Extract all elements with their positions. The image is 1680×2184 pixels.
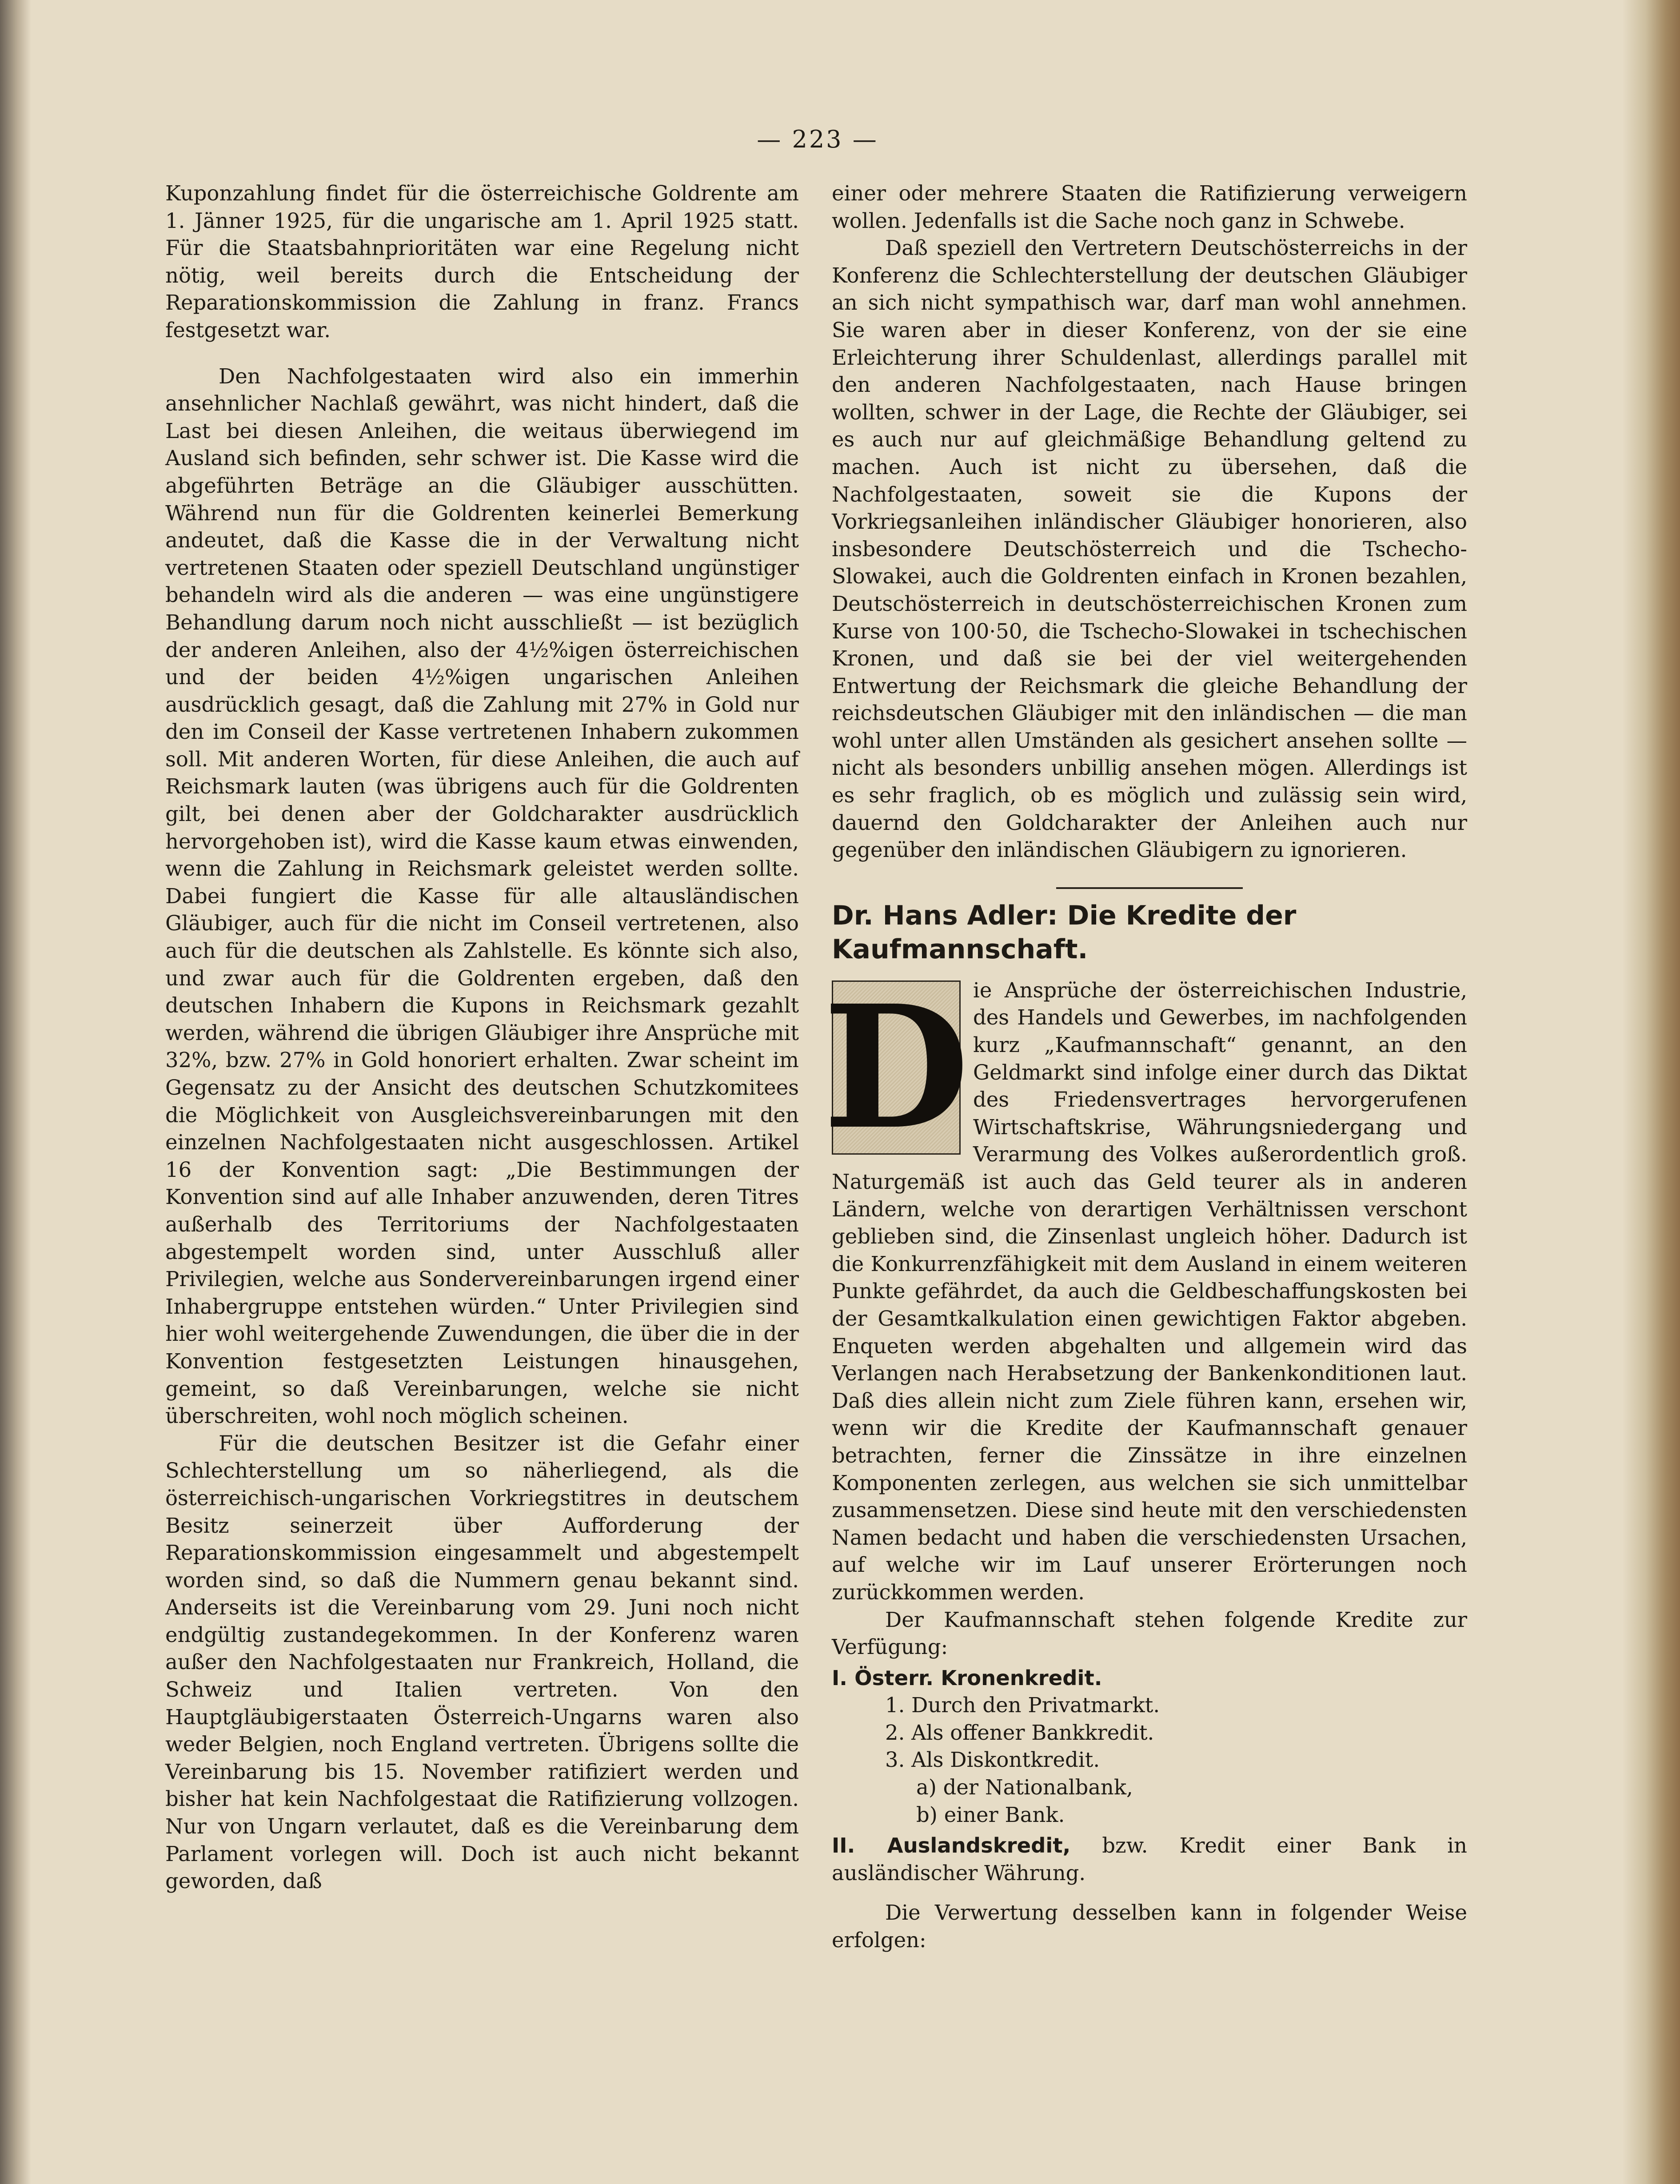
article-divider <box>1056 887 1243 889</box>
section-2 <box>832 1832 1467 1887</box>
scan-edge-right <box>1622 0 1680 2184</box>
section-1-item-1: 1. Durch den Privatmarkt. <box>885 1693 1160 1718</box>
page-number: — 223 — <box>757 125 878 153</box>
closing-paragraph: Die Verwertung desselben kann in folgender Weise erfolgen: <box>832 1901 1467 1953</box>
dropcap-initial: D <box>823 968 970 1167</box>
article-lead-text: ie Ansprüche der österreichischen Industrie, des Handels und Gewerbes, im nachfolgenden kurz „Kaufmannschaft“ genannt, an den Geldmarkt sind infolge einer durch das Diktat des Friedensvertrages hervorgerufenen Wirtschaftskrise, Währungsniedergang und Verarmung des Volkes außerordentlich groß. Naturgemäß ist auch das Geld teurer als in anderen Ländern, welche von derartigen Verhältnissen verschont geblieben sind, die Zinsenlast ungleich höher. Dadurch ist die Konkurrenzfähigkeit mit dem Ausland in einem weiteren Punkte gefährdet, da auch die Geldbeschaffungskosten bei der Gesamtkalkulation einen gewichtigen Faktor abgeben. Enqueten werden abgehalten und allgemein wird das Verlangen nach Herabsetzung der Bankenkonditionen laut. Daß dies allein nicht zum Ziele führen kann, ersehen wir, wenn wir die Kredite der Kaufmannschaft genauer betrachten, ferner die Zinssätze in ihre einzelnen Komponenten zerlegen, aus welchen sie sich unmittelbar zusammensetzen. Diese sind heute mit den verschiedensten Namen bedacht und haben die verschiedensten Ursachen, auf welche wir im Lauf unserer Erörterungen noch zurückkommen werden. <box>832 978 1467 1604</box>
right-paragraph-2: Daß speziell den Vertretern Deutschösterreichs in der Konferenz die Schlechterstellung der deutschen Gläubiger an sich nicht sympathisch war, darf man wohl annehmen. Sie waren aber in dieser Konferenz, von der sie eine Erleichterung ihrer Schuldenlast, allerdings parallel mit den anderen Nachfolgestaaten, nach Hause bringen wollten, schwer in der Lage, die Rechte der Gläubiger, sei es auch nur auf gleichmäßige Behandlung geltend zu machen. Auch ist nicht zu übersehen, daß die Nachfolgestaaten, soweit sie die Kupons der Vorkriegsanleihen inländischer Gläubiger honorieren, also insbesondere Deutschösterreich und die Tschecho-Slowakei, auch die Goldrenten einfach in Kronen bezahlen, Deutschösterreich in deutschösterreichischen Kronen zum Kurse von 100·50, die Tschecho-Slowakei in tschechischen Kronen, und daß sie bei der viel weitergehenden Entwertung der Reichsmark die gleiche Behandlung der reichsdeutschen Gläubiger mit den inländischen — die man wohl unter allen Umständen als gesichert ansehen sollte — nicht als besonders unbillig ansehen mögen. Allerdings ist es sehr fraglich, ob es möglich und zulässig sein wird, dauernd den Goldcharakter der Anleihen auch nur gegenüber den inländischen Gläubigern zu ignorieren. <box>832 236 1467 862</box>
left-paragraph-1: Kuponzahlung findet für die österreichische Goldrente am 1. Jänner 1925, für die ungarische am 1. April 1925 statt. Für die Staatsbahnprioritäten war eine Regelung nicht nötig, weil bereits durch die Entscheidung der Reparationskommission die Zahlung in franz. Francs festgesetzt war. <box>165 181 799 342</box>
right-column <box>823 180 1467 1954</box>
section-2-heading: II. Auslandskredit, <box>832 1833 1071 1858</box>
right-paragraph-1: einer oder mehrere Staaten die Ratifizierung verweigern wollen. Jedenfalls ist die Sache noch ganz in Schwebe. <box>832 181 1467 233</box>
section-1-heading: I. Österr. Kronenkredit. <box>832 1666 1102 1690</box>
article-title: Dr. Hans Adler: Die Kredite der Kaufmannschaft. <box>832 900 1297 965</box>
left-column <box>165 180 799 1895</box>
section-2-text: bzw. Kredit einer Bank in ausländischer Währung. <box>832 1833 1467 1885</box>
section-1-item-2: 2. Als offener Bankkredit. <box>885 1720 1154 1745</box>
scan-edge-left <box>0 0 31 2184</box>
section-1-item-3: 3. Als Diskontkredit. <box>885 1748 1100 1772</box>
credit-intro: Der Kaufmannschaft stehen folgende Kredite zur Verfügung: <box>832 1607 1467 1659</box>
section-1-sub-b: b) einer Bank. <box>916 1802 1065 1827</box>
left-paragraph-2: Den Nachfolgestaaten wird also ein immerhin ansehnlicher Nachlaß gewährt, was nicht hindert, daß die Last bei diesen Anleihen, die weitaus überwiegend im Ausland sich befinden, sehr schwer ist. Die Kasse wird die abgeführten Beträge an die Gläubiger ausschütten. Während nun für die Goldrenten keinerlei Bemerkung andeutet, daß die Kasse die in der Verwaltung nicht vertretenen Staaten oder speziell Deutschland ungünstiger behandeln wird als die anderen — was eine ungünstigere Behandlung darum noch nicht ausschließt — ist bezüglich der anderen Anleihen, also der 4½%igen österreichischen und der beiden 4½%igen ungarischen Anleihen ausdrücklich gesagt, daß die Zahlung mit 27% in Gold nur den im Conseil der Kasse vertretenen Inhabern zukommen soll. Mit anderen Worten, für diese Anleihen, die auch auf Reichsmark lauten (was übrigens auch für die Goldrenten gilt, bei denen aber der Goldcharakter ausdrücklich hervorgehoben ist), wird die Kasse kaum etwas einwenden, wenn die Zahlung in Reichsmark geleistet werden sollte. Dabei fungiert die Kasse für alle altausländischen Gläubiger, auch für die nicht im Conseil vertretenen, also auch für die deutschen als Zahlstelle. Es könnte sich also, und zwar auch für die Goldrenten ergeben, daß den deutschen Inhabern die Kupons in Reichsmark gezahlt werden, während die übrigen Gläubiger ihre Ansprüche mit 32%, bzw. 27% in Gold honoriert erhalten. Zwar scheint im Gegensatz zu der Ansicht des deutschen Schutzkomitees die Möglichkeit von Ausgleichsvereinbarungen mit den einzelnen Nachfolgestaaten nicht ausgeschlossen. Artikel 16 der Konvention sagt: „Die Bestimmungen der Konvention sind auf alle Inhaber anzuwenden, deren Titres außerhalb des Territoriums der Nachfolgestaaten abgestempelt worden sind, unter Ausschluß aller Privilegien, welche aus Sondervereinbarungen irgend einer Inhabergruppe entstehen würden.“ Unter Privilegien sind hier wohl weitergehende Zuwendungen, die über die in der Konvention festgesetzten Leistungen hinausgehen, gemeint, so daß Vereinbarungen, welche sie nicht überschreiten, wohl noch möglich scheinen. <box>165 364 799 1428</box>
article-lead <box>823 968 1467 1606</box>
left-paragraph-3: Für die deutschen Besitzer ist die Gefahr einer Schlechterstellung um so näherliegend, als die österreichisch-ungarischen Vorkriegstitres in deutschem Besitz seinerzeit über Aufforderung der Reparationskommission eingesammelt und abgestempelt worden sind, so daß die Nummern genau bekannt sind. Anderseits ist die Vereinbarung vom 29. Juni noch nicht endgültig zustandegekommen. In der Konferenz waren außer den Nachfolgestaaten nur Frankreich, Holland, die Schweiz und Italien vertreten. Von den Hauptgläubigerstaaten Österreich-Ungarns waren also weder Belgien, noch England vertreten. Übrigens sollte die Vereinbarung bis 15. November ratifiziert werden und bisher hat kein Nachfolgestaat die Ratifizierung vollzogen. Nur von Ungarn verlautet, daß es die Vereinbarung dem Parlament vorlegen will. Doch ist auch nicht bekannt geworden, daß <box>165 1431 799 1893</box>
section-1-sub-a: a) der Nationalbank, <box>916 1775 1133 1800</box>
